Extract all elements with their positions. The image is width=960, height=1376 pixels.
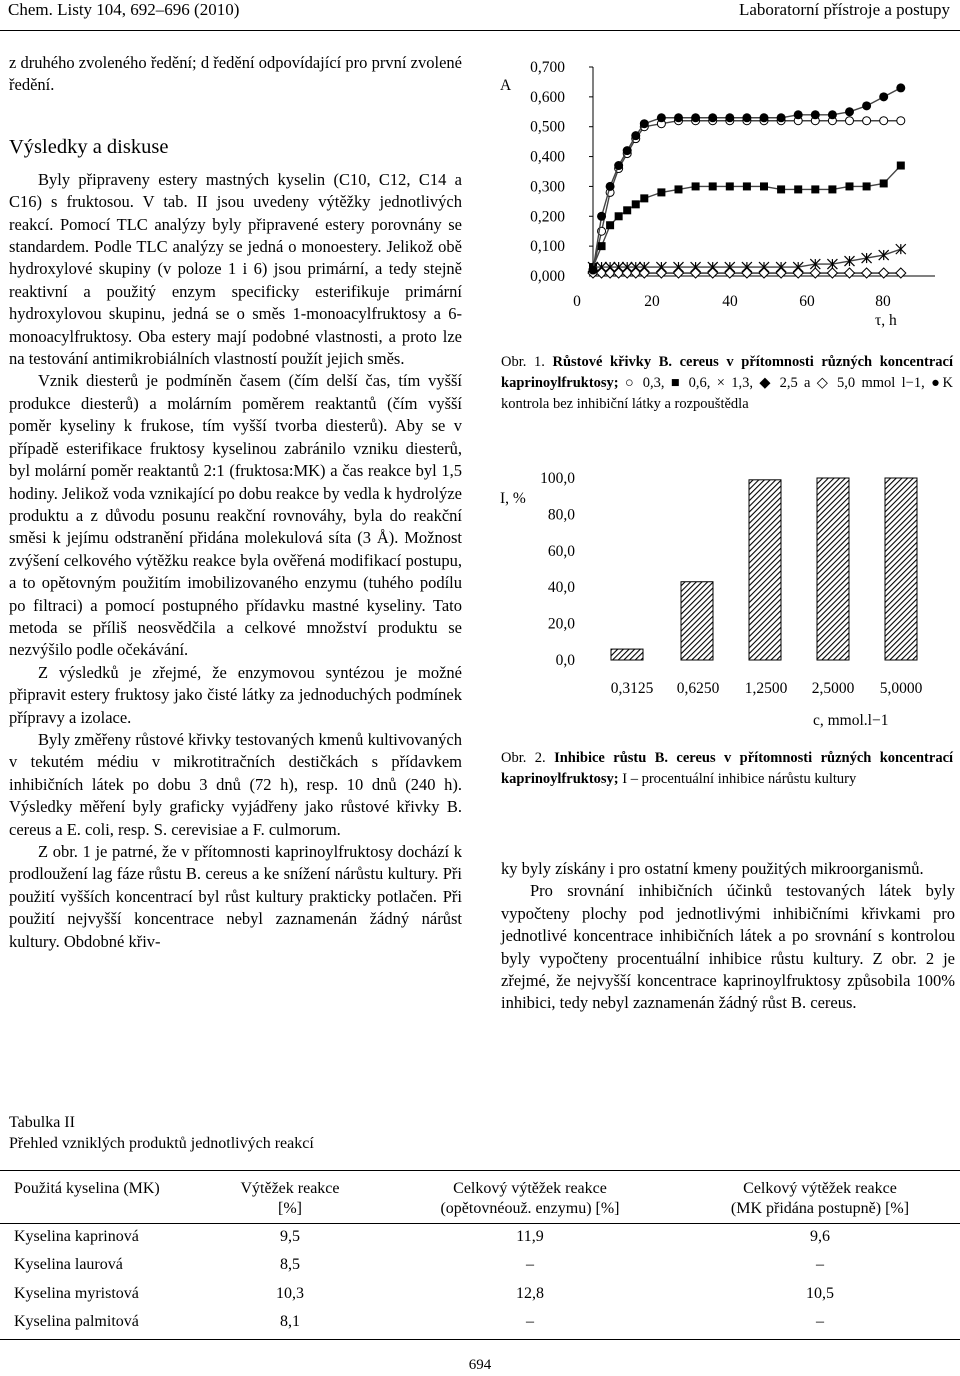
x-axis-label: c, mmol.l−1: [813, 712, 889, 729]
bar: [885, 478, 917, 660]
paragraph: Z obr. 1 je patrné, že v přítomnosti kaprinoylfruktosy dochází k prodloužení lag fáze růstu B. cereus a ke snížení nárůstu kultury. Při použití vyšších koncentrací byl růst kultury prakticky potlačen. Při použití nejvyšší koncentrace nebyl zaznamenán žádný nárůst kultury. Obdobné křiv-: [9, 842, 462, 951]
x-axis-label: τ, h: [875, 312, 897, 329]
table-cell: –: [526, 1256, 534, 1273]
y-tick-label: 40,0: [547, 579, 575, 597]
x-tick-label: 2,5000: [811, 680, 855, 697]
data-point: [845, 107, 854, 116]
caption-label: Obr. 1.: [501, 354, 545, 370]
bar: [817, 478, 849, 660]
x-tick-label: 0,6250: [676, 680, 720, 697]
x-tick-label: 80: [875, 293, 891, 310]
data-point: [708, 268, 718, 278]
data-point: [811, 110, 820, 119]
data-point: [862, 101, 871, 110]
table-cell: 8,5: [280, 1256, 300, 1273]
data-point: [632, 200, 640, 208]
figure1-caption: [501, 352, 953, 415]
header-cell: (MK přidána postupně) [%]: [730, 1200, 910, 1217]
data-point: [879, 268, 889, 278]
data-point: [691, 113, 700, 122]
table-cell: –: [526, 1313, 534, 1330]
header-cell: Výtěžek reakce: [240, 1180, 340, 1197]
data-point: [623, 146, 632, 155]
data-point: [897, 117, 905, 125]
data-point: [674, 113, 683, 122]
paragraph: ky byly získány i pro ostatní kmeny použitých mikroorganismů.: [501, 859, 924, 878]
paragraph: Vznik diesterů je podmíněn časem (čím delší čas, tím vyšší produkce diesterů) a molárním poměrem reaktantů (čím vyšší poměr kyseliny k frukose, tím vyšší tvorba diesterů). Aby se v případě esterifikace fruktosy kyselinou zabránilo vzniku diesterů, byl molární poměr reaktantů 2:1 (fruktosa:MK) a čas reakce byl 1,5 hodiny. Jelikož voda vznikající po dobu reakce by vedla k hydrolýze produktu a z důvodu posunu reakční rovnováhy, byla do reakční směsi k jejímu odstranění přidána molekulová síta (3 Å). Možnost zvýšení celkového výtěžku reakce byla ověřená modifikací postupu, a to opětovným použitím imobilizovaného enzymu (tuhého podílu po filtraci) a pomocí postupného přídavku mastné kyseliny. Tato metoda se příliš neosvědčila a celkové množství produktu se nezvýšilo podle očekávání.: [9, 371, 463, 660]
data-point: [606, 182, 615, 191]
right-column: [501, 858, 955, 1015]
data-point: [598, 242, 606, 250]
growth-curves-chart: [495, 52, 960, 342]
data-point: [742, 268, 752, 278]
data-point: [880, 117, 888, 125]
bar: [611, 649, 643, 660]
data-point: [709, 182, 717, 190]
table-label: Tabulka II: [9, 1114, 75, 1131]
data-point: [896, 244, 906, 254]
paragraph: Byly připraveny estery mastných kyselin (C10, C12, C14 a C16) s fruktosou. V tab. II jsou uvedeny výtěžky jednotlivých reakcí. Pomocí TLC analýzy byly připravené estery porovnány se standardem. Podle TLC analýzy se jedná o monoestery. Jelikož obě hydroxylové skupiny (v poloze 1 i 6) jsou primární, a tedy stejně reaktivní a použitý enzym specificky esterifikuje primární hydroxylovou skupinu, jedná se o směs 1-monoacylfruktosy a 6-monoacylfruktosy. Oba estery mají podobné vlastnosti, a proto lze na testování antimikrobiálních vlastností použít jejich směs.: [9, 169, 462, 369]
data-point: [606, 221, 614, 229]
series-filled-circle: [589, 83, 906, 274]
data-point: [589, 266, 598, 275]
journal-header: Chem. Listy 104, 692–696 (2010): [8, 0, 240, 19]
data-point: [776, 268, 786, 278]
y-tick-label: 0,300: [530, 178, 565, 196]
data-point: [692, 182, 700, 190]
data-point: [691, 268, 701, 278]
table-caption: [9, 1112, 314, 1154]
header-rule: [0, 30, 960, 31]
section-heading: Výsledky a diskuse: [9, 135, 169, 158]
intro-text: z druhého zvoleného ředění; d ředění odpovídající pro první zvolené ředění.: [9, 53, 462, 95]
header-cell: Celkový výtěžek reakce: [743, 1180, 897, 1197]
caption-text: I – procentuální inhibice nárůstu kultury: [622, 771, 857, 787]
header-cell: Použitá kyselina (MK): [14, 1180, 160, 1197]
data-point: [656, 268, 666, 278]
data-point: [896, 268, 906, 278]
y-tick-label: 80,0: [547, 506, 575, 524]
data-point: [760, 182, 768, 190]
data-point: [862, 268, 872, 278]
data-point: [759, 268, 769, 278]
y-tick-label: 0,400: [530, 148, 565, 166]
data-point: [810, 268, 820, 278]
data-point: [657, 188, 665, 196]
data-point: [760, 113, 769, 122]
table-top-rule: [0, 1170, 960, 1171]
x-tick-label: 40: [722, 293, 738, 310]
left-column: [9, 52, 462, 953]
series-open-diamond: [588, 268, 906, 278]
table-cell: Kyselina kaprinová: [14, 1228, 139, 1245]
data-point: [742, 113, 751, 122]
data-point: [657, 113, 666, 122]
data-point: [811, 185, 819, 193]
y-tick-label: 0,100: [530, 238, 565, 256]
table-cell: 10,3: [276, 1285, 304, 1302]
x-tick-label: 20: [644, 293, 660, 310]
data-point: [879, 92, 888, 101]
data-point: [631, 131, 640, 140]
paragraph: Z výsledků je zřejmé, že enzymovou syntézou je možné připravit estery fruktosy jako čisté látky za jednoduchých podmínek přípravy a izolace.: [9, 662, 462, 727]
x-tick-label: 60: [799, 293, 815, 310]
data-point: [846, 182, 854, 190]
y-axis-label: A: [500, 77, 512, 94]
data-point: [828, 110, 837, 119]
series-filled-square: [589, 162, 905, 272]
y-tick-label: 20,0: [547, 615, 575, 633]
bar: [749, 480, 781, 660]
table-cell: Kyselina myristová: [14, 1285, 139, 1302]
caption-title: Růstové křivky B. cereus v přítomnosti různých koncentrací kaprinoylfruktosy;: [501, 354, 953, 391]
data-point: [793, 268, 803, 278]
series-open-circle: [589, 117, 905, 274]
data-point: [863, 182, 871, 190]
data-point: [777, 113, 786, 122]
data-point: [828, 185, 836, 193]
data-point: [897, 162, 905, 170]
y-tick-label: 100,0: [540, 470, 575, 487]
x-tick-label: 0: [573, 293, 581, 310]
y-tick-label: 0,500: [530, 118, 565, 136]
caption-title: Inhibice růstu B. cereus v přítomnosti různých koncentrací kaprinoylfruktosy;: [501, 750, 954, 787]
table-cell: 12,8: [516, 1285, 544, 1302]
y-tick-label: 60,0: [547, 542, 575, 560]
data-point: [614, 161, 623, 170]
data-point: [674, 268, 684, 278]
data-point: [827, 268, 837, 278]
header-cell: (opětovnéouž. enzymu) [%]: [440, 1200, 620, 1217]
data-point: [725, 268, 735, 278]
data-point: [640, 119, 649, 128]
table-bottom-rule: [0, 1339, 960, 1340]
data-point: [725, 113, 734, 122]
data-point: [639, 268, 649, 278]
inhibition-bar-chart: [495, 460, 960, 740]
data-point: [777, 185, 785, 193]
data-point: [794, 185, 802, 193]
caption-text: ○ 0,3, ■ 0,6, × 1,3, ◆ 2,5 a ◇ 5,0 mmol l−1, ●K kontrola bez inhibiční látky a rozpouštědla: [501, 375, 954, 412]
y-axis-label: I, %: [500, 490, 526, 507]
paragraph: Byly změřeny růstové křivky testovaných kmenů kultivovaných v tekutém médiu v mikrotitračních destičkách s přídavkem inhibičních látek po dobu 3 dnů (72 h), resp. 10 dnů (240 h). Výsledky měření byly graficky vyjádřeny jako růstové křivky B. cereus a E. coli, resp. S. cerevisiae a F. culmorum.: [9, 729, 462, 839]
table-cell: 9,5: [280, 1228, 300, 1245]
data-point: [675, 185, 683, 193]
x-tick-label: 0,3125: [610, 680, 654, 697]
table-cell: 10,5: [806, 1285, 834, 1302]
table-cell: –: [816, 1256, 824, 1273]
bar: [681, 582, 713, 660]
figure2-caption: [501, 748, 953, 790]
data-point: [896, 83, 905, 92]
paragraph: Pro srovnání inhibičních účinků testovaných látek byly vypočteny plochy pod jednotlivými inhibičními křivkami pro jednotlivé koncentrace inhibičních látek a po srovnání s kontrolou byly vypočteny procentuální inhibice růstu kultury. Z obr. 2 je zřejmé, že nejvyšší koncentrace kaprinoylfruktosy způsobila 100% inhibici, tedy nebyl zaznamenán žádný růst B. cereus.: [501, 881, 955, 1013]
y-tick-label: 0,200: [530, 208, 565, 226]
series-line: [593, 121, 901, 270]
section-header: Laboratorní přístroje a postupy: [738, 0, 950, 19]
table-cell: Kyselina laurová: [14, 1256, 123, 1273]
x-tick-label: 1,2500: [744, 680, 788, 697]
header-cell: [%]: [278, 1200, 302, 1217]
page-number: 694: [468, 1357, 492, 1373]
y-tick-label: 0,600: [530, 88, 565, 106]
data-point: [708, 113, 717, 122]
table-title: Přehled vzniklých produktů jednotlivých reakcí: [9, 1135, 314, 1152]
data-point: [597, 212, 606, 221]
data-point: [623, 206, 631, 214]
data-point: [794, 110, 803, 119]
data-point: [743, 182, 751, 190]
table-cell: 8,1: [280, 1313, 300, 1330]
table-cell: 11,9: [516, 1228, 544, 1245]
x-tick-label: 5,0000: [879, 680, 923, 697]
table-header-rule: [0, 1223, 960, 1224]
data-point: [846, 117, 854, 125]
data-point: [863, 117, 871, 125]
table-cell: Kyselina palmitová: [14, 1313, 139, 1330]
y-tick-label: 0,0: [555, 652, 575, 669]
table-cell: 9,6: [810, 1228, 830, 1245]
data-point: [640, 194, 648, 202]
data-point: [726, 182, 734, 190]
y-tick-label: 0,700: [530, 59, 565, 76]
data-point: [880, 179, 888, 187]
series-line: [593, 166, 901, 268]
data-point: [845, 268, 855, 278]
data-point: [615, 212, 623, 220]
y-tick-label: 0,000: [530, 268, 565, 285]
table-cell: –: [816, 1313, 824, 1330]
caption-label: Obr. 2.: [501, 750, 546, 766]
header-cell: Celkový výtěžek reakce: [453, 1180, 607, 1197]
